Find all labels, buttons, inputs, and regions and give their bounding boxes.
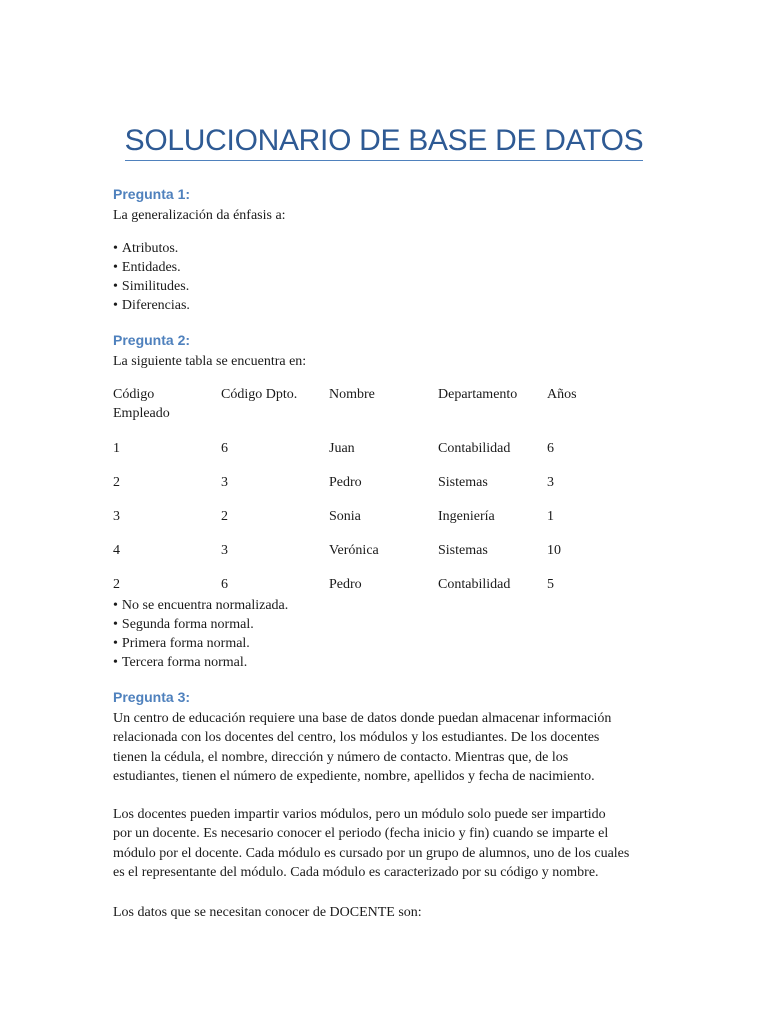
table-cell: 6	[221, 577, 228, 592]
table-cell: 1	[547, 509, 554, 524]
option-item: • Similitudes.	[113, 277, 190, 296]
question-3-heading: Pregunta 3:	[113, 689, 191, 705]
table-cell: 1	[113, 441, 120, 456]
question-3-paragraph-1	[113, 709, 658, 786]
table-cell: Sonia	[329, 509, 361, 524]
table-cell: 2	[113, 577, 120, 592]
table-cell: 6	[547, 441, 554, 456]
column-header-nombre: Nombre	[329, 387, 375, 402]
table-cell: 6	[221, 441, 228, 456]
table-cell: 3	[547, 475, 554, 490]
table-cell: 2	[221, 509, 228, 524]
table-cell: Sistemas	[438, 475, 488, 490]
table-row	[113, 539, 607, 573]
table-cell: Pedro	[329, 577, 362, 592]
option-item: • Diferencias.	[113, 296, 190, 315]
question-3-paragraph-2	[113, 805, 658, 882]
option-item: • Tercera forma normal.	[113, 653, 288, 672]
table-cell: Pedro	[329, 475, 362, 490]
table-row	[113, 437, 607, 471]
table-cell: 3	[221, 475, 228, 490]
table-cell: Sistemas	[438, 543, 488, 558]
table-row	[113, 471, 607, 505]
column-header-anos: Años	[547, 387, 577, 402]
question-2-heading: Pregunta 2:	[113, 332, 191, 348]
question-2-options	[113, 596, 288, 672]
table-cell: 4	[113, 543, 120, 558]
table-row	[113, 505, 607, 539]
table-cell: 10	[547, 543, 561, 558]
option-item: • Segunda forma normal.	[113, 615, 288, 634]
option-item: • Primera forma normal.	[113, 634, 288, 653]
paragraph-line: módulo por el docente. Cada módulo es cursado por un grupo de alumnos, uno de los cuales	[113, 845, 630, 861]
table-cell: 5	[547, 577, 554, 592]
table-header-row	[113, 383, 607, 437]
paragraph-line: es el representante del módulo. Cada módulo es caracterizado por su código y nombre.	[113, 864, 599, 880]
column-header-departamento: Departamento	[438, 387, 518, 402]
table-cell: Contabilidad	[438, 441, 511, 456]
question-3-paragraph-3: Los datos que se necesitan conocer de DOCENTE son:	[113, 905, 422, 920]
question-1-text: La generalización da énfasis a:	[113, 208, 286, 223]
paragraph-line: Un centro de educación requiere una base de datos donde puedan almacenar información	[113, 711, 612, 726]
paragraph-line: estudiantes, tienen el número de expediente, nombre, apellidos y fecha de nacimiento.	[113, 768, 595, 784]
employee-table	[113, 383, 607, 607]
table-cell: Verónica	[329, 543, 379, 558]
table-cell: Juan	[329, 441, 355, 456]
option-item: • No se encuentra normalizada.	[113, 596, 288, 615]
option-item: • Atributos.	[113, 239, 190, 258]
table-cell: 3	[221, 543, 228, 558]
paragraph-line: tienen la cédula, el nombre, dirección y número de contacto. Mientras que, de los	[113, 749, 569, 765]
paragraph-line: Los docentes pueden impartir varios módulos, pero un módulo solo puede ser impartido	[113, 807, 606, 822]
document-title-text: SOLUCIONARIO DE BASE DE DATOS	[125, 124, 644, 161]
table-cell: 2	[113, 475, 120, 490]
column-header-codigo-dpto: Código Dpto.	[221, 387, 298, 402]
column-header-codigo-empleado: Código Empleado	[113, 387, 170, 421]
document-title	[0, 124, 768, 161]
paragraph-line: relacionada con los docentes del centro, los módulos y los estudiantes. De los docentes	[113, 730, 600, 746]
option-item: • Entidades.	[113, 258, 190, 277]
table-cell: 3	[113, 509, 120, 524]
table-cell: Contabilidad	[438, 577, 511, 592]
question-2-text: La siguiente tabla se encuentra en:	[113, 354, 307, 369]
question-1-options	[113, 239, 190, 315]
paragraph-line: por un docente. Es necesario conocer el periodo (fecha inicio y fin) cuando se imparte el	[113, 826, 609, 842]
question-1-heading: Pregunta 1:	[113, 186, 191, 202]
table-cell: Ingeniería	[438, 509, 495, 524]
